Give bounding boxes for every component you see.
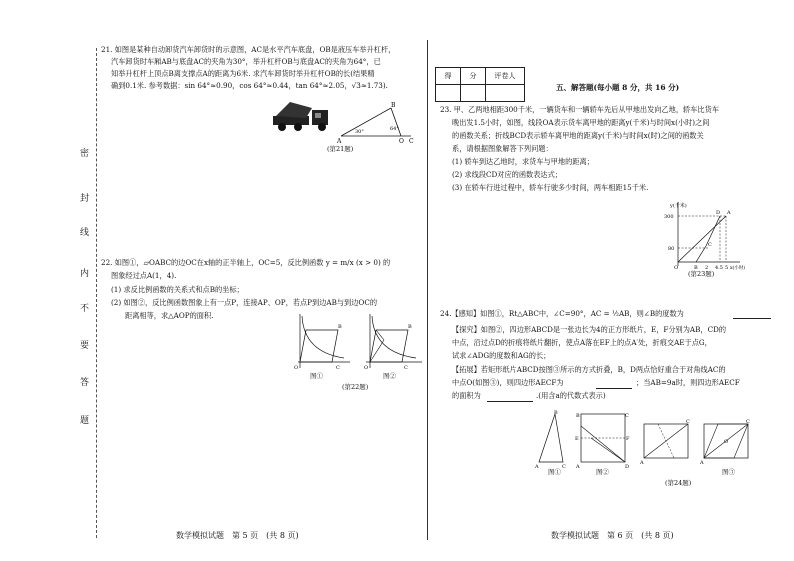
y-tick-80: 80 [668, 246, 675, 252]
q22-line: (1) 求反比例函数的关系式和点B的坐标； [111, 285, 244, 294]
q24-line: 24.【感知】如图①，Rt△ABC中，∠C=90°，AC = ½AB，则∠B的度数为 [440, 309, 684, 318]
q23-line: 的函数关系；折线BCD表示轿车离甲地的距离y(千米)与时间x(时)之间的函数关 [452, 131, 704, 140]
svg-text:E: E [575, 436, 579, 442]
score-cell: 评卷人 [486, 68, 525, 85]
binding-char: 题 [80, 416, 90, 426]
svg-text:A: A [576, 464, 580, 470]
svg-text:F: F [626, 436, 630, 442]
section-title: 五、解答题(每小题 8 分，共 16 分) [556, 83, 680, 92]
svg-text:B: B [576, 413, 580, 419]
binding-char: 答 [80, 378, 90, 388]
x-axis-label: x(小时) [730, 266, 746, 271]
q24-figure-2 [575, 410, 631, 468]
q22-line: (2) 如图②，反比例函数图象上有一点P，连接AP、OP，若点P到边AB与到边OC的 [111, 298, 378, 307]
binding-char: 线 [80, 228, 90, 238]
label-B: B [391, 102, 396, 109]
svg-text:B: B [408, 324, 412, 330]
q24-answer-blank-3[interactable] [487, 393, 533, 402]
svg-text:A: A [700, 460, 704, 466]
y-tick-300: 300 [664, 214, 674, 220]
q24-caption: (第24题) [665, 479, 692, 487]
score-cell: 分 [461, 68, 486, 85]
right-page-footer: 数学模拟试题 第 6 页 (共 8 页) [551, 531, 674, 540]
q24-fig1-label: 图① [548, 468, 561, 476]
svg-text:C: C [404, 365, 408, 371]
svg-text:C: C [625, 413, 629, 419]
q23-line: (1) 轿车到达乙地时，求货车与甲地的距离； [452, 157, 594, 166]
q22-figure-1 [290, 312, 352, 374]
q23-line: (2) 求线段CD对应的函数表达式； [452, 170, 562, 179]
svg-text:B: B [338, 324, 342, 330]
q24-figure-3 [640, 418, 692, 464]
binding-char: 不 [80, 304, 90, 314]
q22-line: 22. 如图①，▱OABC的边OC在x轴的正半轴上，OC=5，反比例函数 y = m/x (x > 0) 的 [101, 258, 391, 267]
q24-line: 试求∠ADG的度数和AG的长； [452, 351, 551, 360]
binding-char: 封 [80, 194, 90, 204]
label-B: B [694, 265, 698, 271]
label-D: D [716, 210, 721, 216]
x-tick-5: 5 [725, 265, 729, 271]
binding-char: 要 [80, 341, 90, 351]
svg-text:O: O [294, 365, 299, 371]
q24-figure-1 [535, 410, 571, 468]
svg-text:C: C [562, 464, 566, 470]
binding-dashed-line [96, 48, 97, 538]
q24-line: ；当AB=9a时，则四边形AECF [636, 378, 740, 387]
q24-line: 中点O(如图③)，则四边形AECF为 [452, 378, 564, 387]
q22-fig2-label: 图② [383, 372, 396, 380]
q24-answer-blank-2[interactable] [596, 380, 632, 389]
label-C: C [409, 138, 414, 145]
q24-line: 中点，沿过点D的折痕将纸片翻折，使点A落在EF上的点A′处，折痕交AE于点G， [452, 338, 712, 347]
label-C: C [708, 242, 712, 248]
q21-caption: (第21题) [327, 145, 354, 153]
q23-line: 晚出发1.5小时，如图，线段OA表示货车离甲地的距离y(千米)与时间x(小时)之间 [452, 118, 710, 127]
svg-text:O: O [724, 439, 729, 445]
svg-text:D: D [625, 464, 630, 470]
q24-line: 的面积为 [452, 391, 481, 400]
svg-text:O: O [364, 365, 369, 371]
q24-figure-4 [700, 418, 752, 464]
label-A: A [337, 138, 342, 145]
label-A: A [727, 210, 731, 216]
x-tick-4.5: 4.5 [715, 265, 723, 271]
x-tick-2: 2 [705, 265, 709, 271]
q21-line: 确到0.1米. 参考数据：sin 64°≈0.90，cos 64°≈0.44，tan 64°≈2.05，√3≈1.73). [111, 81, 388, 90]
svg-text:A: A [535, 464, 539, 470]
origin-O: O [674, 265, 679, 271]
q21-line: 汽车卸货时车厢AB与底盘AC的夹角为30°，举升杠杆OB与底盘AC的夹角为64°，已 [111, 57, 381, 66]
q24-line: 【探究】如图②，四边形ABCD是一张边长为4的正方形纸片，E，F分别为AB，CD的 [452, 325, 727, 334]
q24-line: .(用含a的代数式表示) [536, 391, 606, 400]
q24-fig2-label: 图② [596, 468, 609, 476]
q22-fig1-label: 图① [310, 372, 323, 380]
q21-line: 21. 如图是某种自动卸货汽车卸货时的示意图，AC是水平汽车底盘，OB是液压车举升杠杆， [101, 45, 396, 54]
score-cell: 得 [436, 68, 461, 85]
binding-char: 密 [80, 149, 90, 159]
q23-line: (3) 在轿车行进过程中，轿车行驶多少时间，两车相距15千米. [452, 183, 649, 192]
svg-text:C: C [746, 419, 750, 425]
q21-diagram [335, 100, 417, 144]
q23-caption: (第23题) [688, 270, 715, 278]
q24-fig3-label: 图③ [722, 468, 735, 476]
q23-line: 系，请根据图象解答下列问题： [452, 144, 553, 153]
svg-text:A: A [640, 460, 644, 466]
q24-answer-blank-1[interactable] [733, 310, 771, 319]
q21-line: 知举升杠杆上顶点B离支撑点A的距离为6米. 求汽车卸货时举升杠杆OB的长(结果精 [111, 69, 375, 78]
truck-illustration [268, 98, 338, 136]
q23-graph [648, 198, 746, 272]
angle-64: 64° [390, 126, 399, 132]
q23-line: 23. 甲、乙两地相距300千米，一辆货车和一辆轿车先后从甲地出发向乙地，轿车比货车 [440, 105, 720, 114]
q22-caption: (第22题) [342, 383, 369, 391]
q22-line: 图象经过点A(1，4). [111, 271, 177, 280]
page-divider [427, 40, 428, 540]
left-page-footer: 数学模拟试题 第 5 页 (共 8 页) [176, 531, 299, 540]
score-table [435, 67, 525, 102]
y-axis-label: y(千米) [670, 203, 687, 209]
svg-text:B: B [554, 410, 558, 416]
q22-figure-2 [362, 312, 424, 374]
label-O: O [399, 138, 404, 145]
q24-line: 【拓展】若矩形纸片ABCD按图③所示的方式折叠，B，D两点恰好重合于对角线AC的 [452, 365, 726, 374]
angle-30: 30° [355, 129, 364, 135]
svg-text:C: C [336, 365, 340, 371]
svg-text:C: C [686, 419, 690, 425]
q22-line: 距离相等，求△AOP的面积. [125, 311, 214, 320]
binding-char: 内 [80, 269, 90, 279]
